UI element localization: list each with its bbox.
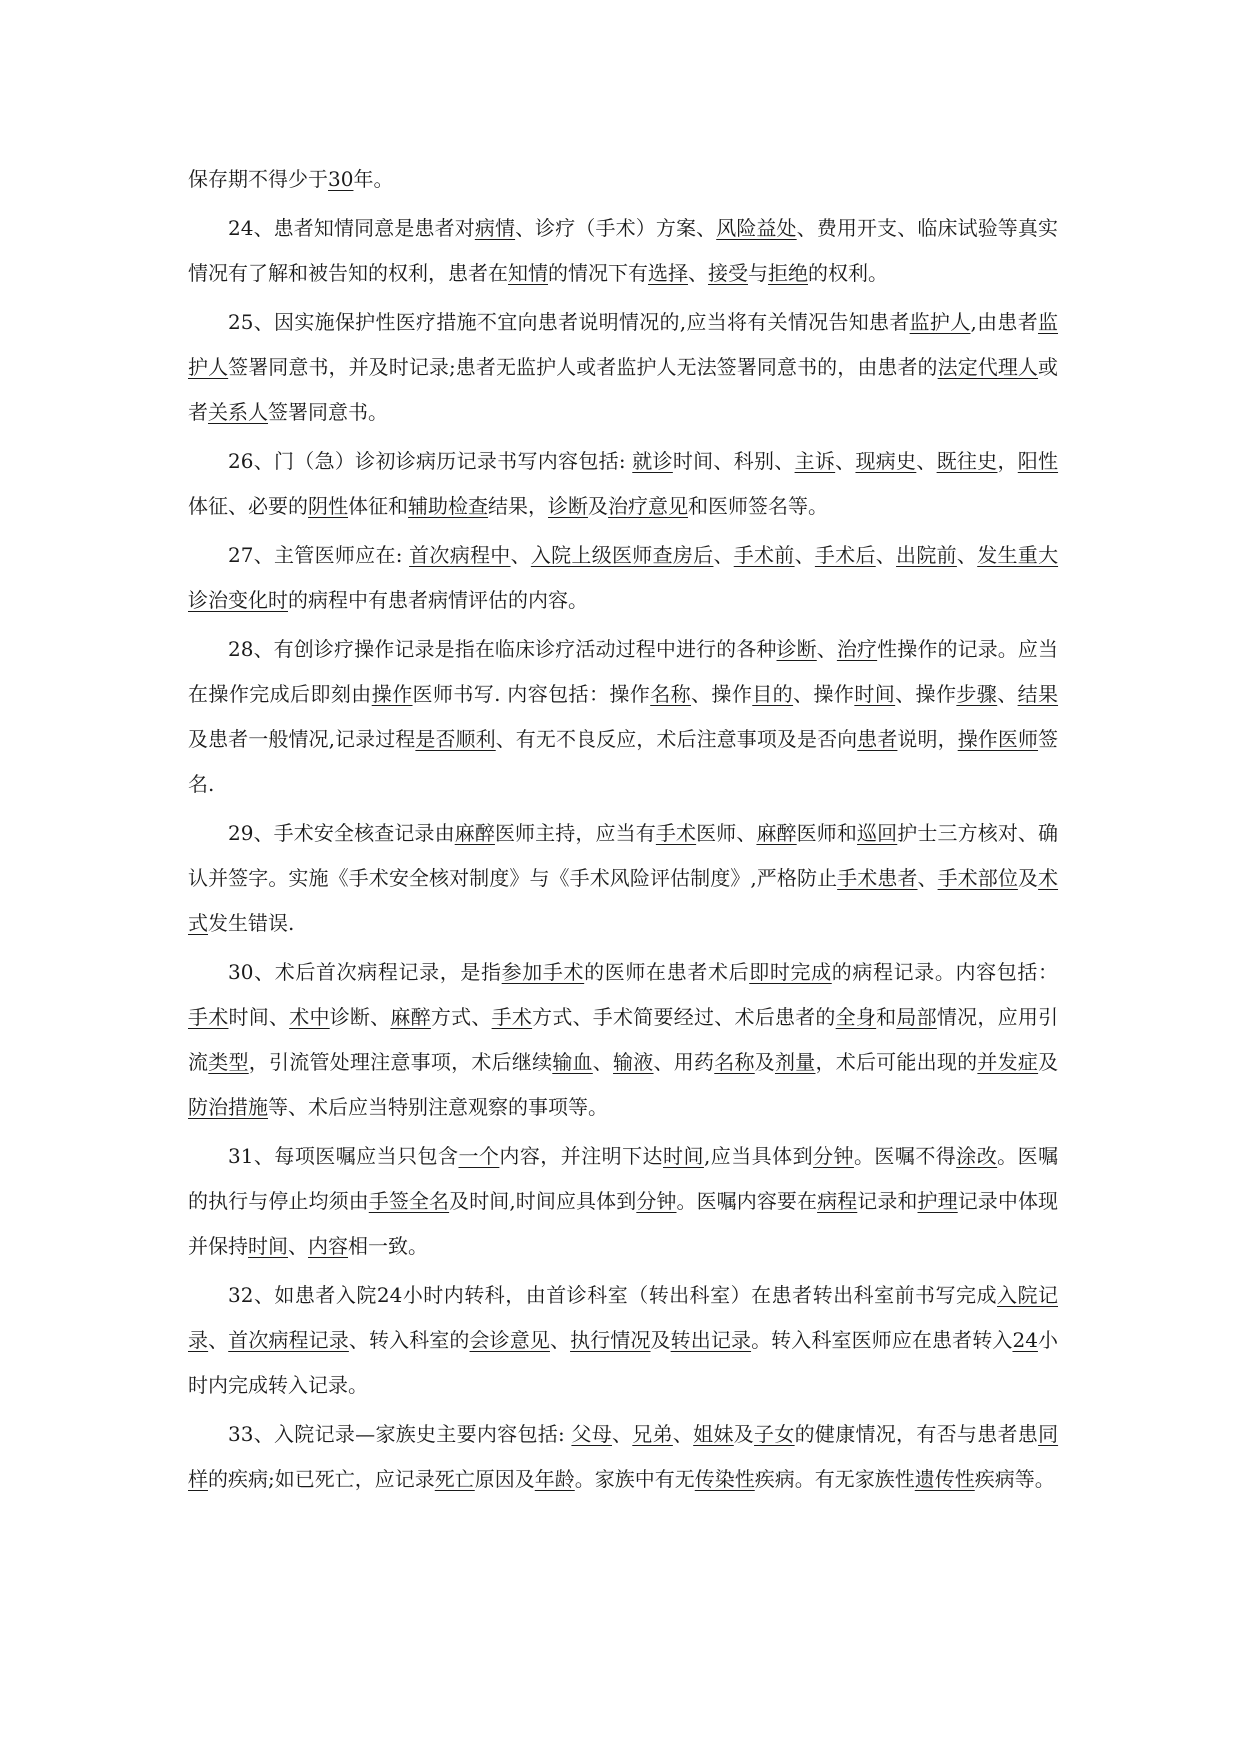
text-run: 体征和: [348, 494, 408, 518]
text-run: 及时间,时间应具体到: [449, 1189, 637, 1213]
text-run: 和: [876, 1005, 897, 1029]
text-run: 、操作: [691, 682, 753, 706]
paragraph: [188, 1273, 1058, 1408]
text-run: 及: [1038, 1050, 1059, 1074]
text-run: 32、如患者入院24小时内转科，由首诊科室（转出科室）在患者转出科室前书写完成: [228, 1283, 998, 1307]
text-run: 发生错误.: [208, 911, 295, 935]
text-run: 及: [733, 1422, 755, 1446]
underlined-term: 接受: [708, 261, 748, 285]
underlined-term: 治疗意见: [608, 494, 688, 518]
underlined-term: 转出记录: [670, 1328, 752, 1352]
text-run: 和医师签名等。: [688, 494, 828, 518]
underlined-term: 关系人: [208, 400, 268, 424]
text-run: 医师、: [696, 821, 757, 845]
text-run: 、: [835, 449, 856, 473]
underlined-term: 发生重大诊治变化时: [188, 543, 1059, 612]
underlined-term: 辅助检查: [408, 494, 488, 518]
text-run: 、: [794, 543, 815, 567]
text-run: ，: [997, 449, 1018, 473]
text-run: 28、有创诊疗操作记录是指在临床诊疗活动过程中进行的各种: [228, 637, 777, 661]
text-run: 内容，并注明下达: [499, 1144, 664, 1168]
underlined-term: 同样: [188, 1422, 1059, 1491]
text-run: 、: [997, 682, 1018, 706]
underlined-term: 输血: [552, 1050, 593, 1074]
text-run: 等、术后应当特别注意观察的事项等。: [268, 1095, 608, 1119]
underlined-term: 姐妹: [693, 1422, 734, 1446]
text-run: 、用药: [653, 1050, 715, 1074]
text-run: 记录和: [857, 1189, 918, 1213]
text-run: 。家族中有无: [574, 1467, 695, 1491]
underlined-term: 麻醉: [390, 1005, 431, 1029]
underlined-term: 操作医师: [957, 727, 1039, 751]
underlined-term: 分钟: [636, 1189, 677, 1213]
underlined-term: 目的: [752, 682, 794, 706]
text-run: 医师书写. 内容包括：操作: [412, 682, 651, 706]
paragraph: [188, 157, 1058, 202]
underlined-term: 入院记录: [188, 1283, 1058, 1352]
text-run: 签署同意书。: [268, 400, 388, 424]
text-run: 、: [549, 1328, 571, 1352]
text-run: 、: [208, 1328, 229, 1352]
underlined-term: 兄弟: [632, 1422, 673, 1446]
underlined-term: 手术: [188, 1005, 229, 1029]
text-run: 记录中体现并保持: [188, 1189, 1059, 1258]
underlined-term: 操作: [371, 682, 413, 706]
text-run: 、操作: [793, 682, 855, 706]
underlined-term: 参加手术: [501, 960, 585, 984]
underlined-term: 首次病程中: [409, 543, 511, 567]
underlined-term: 一个: [458, 1144, 500, 1168]
text-run: 的医师在患者术后: [584, 960, 750, 984]
underlined-term: 主诉: [794, 449, 836, 473]
paragraph: [188, 1134, 1058, 1269]
text-run: 的健康情况，有否与患者患: [794, 1422, 1039, 1446]
text-run: 时间、: [228, 1005, 290, 1029]
paragraph: [188, 439, 1058, 529]
text-run: 及: [588, 494, 608, 518]
underlined-term: 知情: [508, 261, 548, 285]
underlined-term: 年龄: [534, 1467, 575, 1491]
text-run: 、: [956, 543, 978, 567]
underlined-term: 法定代理人: [937, 355, 1039, 379]
text-run: 、诊疗（手术）方案、: [515, 216, 717, 240]
text-run: 。转入科室医师应在患者转入: [751, 1328, 1013, 1352]
underlined-term: 首次病程记录: [228, 1328, 349, 1352]
underlined-term: 手术前: [733, 543, 795, 567]
text-run: 签署同意书，并及时记录;患者无监护人或者监护人无法签署同意书的，由患者的: [228, 355, 938, 379]
text-run: 的疾病;如已死亡，应记录: [208, 1467, 435, 1491]
underlined-term: 患者: [857, 727, 898, 751]
underlined-term: 就诊: [632, 449, 673, 473]
underlined-term: 时间: [854, 682, 896, 706]
underlined-term: 手签全名: [368, 1189, 450, 1213]
underlined-term: 选择: [648, 261, 688, 285]
text-run: 诊断、: [329, 1005, 391, 1029]
underlined-term: 手术: [491, 1005, 533, 1029]
underlined-term: 会诊意见: [469, 1328, 550, 1352]
text-run: 、: [688, 261, 708, 285]
text-run: ,由患者: [970, 310, 1039, 334]
underlined-term: 是否顺利: [415, 727, 496, 751]
text-run: 、: [917, 866, 938, 890]
underlined-term: 执行情况: [570, 1328, 651, 1352]
text-run: 、: [875, 543, 897, 567]
text-run: ,应当具体到: [703, 1144, 814, 1168]
text-run: 、: [592, 1050, 614, 1074]
underlined-term: 遗传性: [914, 1467, 975, 1491]
underlined-term: 麻醉: [454, 821, 495, 845]
text-run: 的病程记录。内容包括：: [831, 960, 1059, 984]
underlined-term: 拒绝: [768, 261, 808, 285]
underlined-term: 全身: [835, 1005, 877, 1029]
text-run: 30、术后首次病程记录，是指: [228, 960, 502, 984]
text-run: 方式、手术简要经过、术后患者的: [532, 1005, 836, 1029]
underlined-term: 现病史: [855, 449, 917, 473]
underlined-term: 输液: [613, 1050, 654, 1074]
text-run: 、: [816, 637, 837, 661]
text-run: 、: [288, 1234, 308, 1258]
text-run: 签名.: [188, 727, 1059, 796]
text-run: 性操作的记录。应当在操作完成后即刻由: [188, 637, 1059, 706]
text-run: 、操作: [895, 682, 957, 706]
underlined-term: 分钟: [813, 1144, 854, 1168]
text-run: ，术后可能出现的: [815, 1050, 978, 1074]
underlined-term: 护理: [917, 1189, 958, 1213]
text-run: 医师主持，应当有: [494, 821, 656, 845]
underlined-term: 术中: [289, 1005, 330, 1029]
underlined-term: 术式: [188, 866, 1059, 935]
text-run: 26、门（急）诊初诊病历记录书写内容包括:: [228, 449, 633, 473]
text-run: 疾病。有无家族性: [754, 1467, 915, 1491]
underlined-term: 时间: [248, 1234, 288, 1258]
text-run: 、: [916, 449, 937, 473]
underlined-term: 治疗: [836, 637, 878, 661]
underlined-term: 24: [1012, 1328, 1038, 1352]
text-run: 。医嘱的执行与停止均须由: [188, 1144, 1059, 1213]
underlined-term: 名称: [650, 682, 692, 706]
underlined-term: 父母: [571, 1422, 612, 1446]
underlined-term: 诊断: [548, 494, 588, 518]
paragraph: [188, 1412, 1058, 1502]
text-run: 、有无不良反应，术后注意事项及是否向: [495, 727, 858, 751]
text-run: 年。: [353, 167, 394, 191]
text-run: ，引流管处理注意事项，术后继续: [248, 1050, 553, 1074]
text-run: 、转入科室的: [348, 1328, 470, 1352]
text-run: 及: [754, 1050, 775, 1074]
underlined-term: 即时完成: [749, 960, 832, 984]
text-run: 的权利。: [808, 261, 888, 285]
underlined-term: 病情: [474, 216, 516, 240]
text-run: 29、手术安全核查记录由: [228, 821, 455, 845]
text-run: 及: [1017, 866, 1039, 890]
underlined-term: 诊断: [776, 637, 817, 661]
paragraph: [188, 627, 1058, 807]
text-run: 原因及: [474, 1467, 535, 1491]
text-run: 、: [672, 1422, 694, 1446]
text-run: 或者: [188, 355, 1059, 424]
text-run: 33、入院记录—家族史主要内容包括:: [228, 1422, 572, 1446]
underlined-term: 病程: [817, 1189, 858, 1213]
underlined-term: 局部: [896, 1005, 937, 1029]
paragraph: [188, 811, 1058, 946]
paragraph: [188, 950, 1058, 1130]
underlined-term: 30: [328, 167, 354, 191]
underlined-term: 麻醉: [756, 821, 797, 845]
underlined-term: 阴性: [308, 494, 348, 518]
text-run: 方式、: [430, 1005, 492, 1029]
text-run: 相一致。: [348, 1234, 428, 1258]
text-run: 疾病等。: [974, 1467, 1055, 1491]
text-run: 25、因实施保护性医疗措施不宜向患者说明情况的,应当将有关情况告知患者: [228, 310, 910, 334]
text-run: 护士三方核对、确认并签字。实施《手术安全核对制度》与《手术风险评估制度》,严格防止: [188, 821, 1059, 890]
text-run: 24、患者知情同意是患者对: [228, 216, 475, 240]
underlined-term: 手术: [655, 821, 697, 845]
text-run: 保存期不得少于: [188, 167, 328, 191]
underlined-term: 传染性: [694, 1467, 755, 1491]
text-run: 、费用开支、临床试验等真实情况有了解和被告知的权利，患者在: [188, 216, 1059, 285]
underlined-term: 子女: [754, 1422, 795, 1446]
underlined-term: 监护人: [909, 310, 971, 334]
underlined-term: 出院前: [896, 543, 957, 567]
text-run: 的病程中有患者病情评估的内容。: [288, 588, 588, 612]
underlined-term: 巡回: [857, 821, 898, 845]
underlined-term: 时间: [663, 1144, 704, 1168]
paragraph: [188, 206, 1058, 296]
text-run: 、: [510, 543, 531, 567]
underlined-term: 手术患者: [837, 866, 918, 890]
text-run: 说明，: [897, 727, 958, 751]
text-run: 及: [650, 1328, 671, 1352]
underlined-term: 名称: [714, 1050, 755, 1074]
text-run: 结果，: [488, 494, 548, 518]
text-run: 医师和: [796, 821, 858, 845]
underlined-term: 手术部位: [937, 866, 1018, 890]
underlined-term: 既往史: [936, 449, 998, 473]
underlined-term: 阳性: [1017, 449, 1059, 473]
text-run: 时间、科别、: [672, 449, 795, 473]
text-run: 与: [748, 261, 768, 285]
underlined-term: 涂改: [956, 1144, 998, 1168]
text-run: 31、每项医嘱应当只包含: [228, 1144, 459, 1168]
paragraph: [188, 533, 1058, 623]
underlined-term: 并发症: [977, 1050, 1039, 1074]
text-run: 、: [612, 1422, 633, 1446]
underlined-term: 手术后: [814, 543, 876, 567]
underlined-term: 剂量: [774, 1050, 816, 1074]
underlined-term: 类型: [208, 1050, 249, 1074]
paragraph: [188, 300, 1058, 435]
underlined-term: 风险益处: [716, 216, 797, 240]
text-run: 。医嘱内容要在: [676, 1189, 818, 1213]
underlined-term: 步骤: [956, 682, 998, 706]
text-run: 、: [713, 543, 734, 567]
text-run: 体征、必要的: [188, 494, 308, 518]
underlined-term: 防治措施: [188, 1095, 268, 1119]
text-run: 情况，应用引流: [188, 1005, 1059, 1074]
text-run: 27、主管医师应在:: [228, 543, 410, 567]
text-run: 。医嘱不得: [853, 1144, 957, 1168]
document-body: [188, 157, 1058, 1506]
text-run: 小时内完成转入记录。: [188, 1328, 1059, 1397]
underlined-term: 内容: [308, 1234, 348, 1258]
underlined-term: 入院上级医师查房后: [530, 543, 714, 567]
underlined-term: 监护人: [188, 310, 1059, 379]
underlined-term: 结果: [1017, 682, 1059, 706]
text-run: 的情况下有: [548, 261, 648, 285]
underlined-term: 死亡: [434, 1467, 475, 1491]
text-run: 及患者一般情况,记录过程: [188, 727, 416, 751]
